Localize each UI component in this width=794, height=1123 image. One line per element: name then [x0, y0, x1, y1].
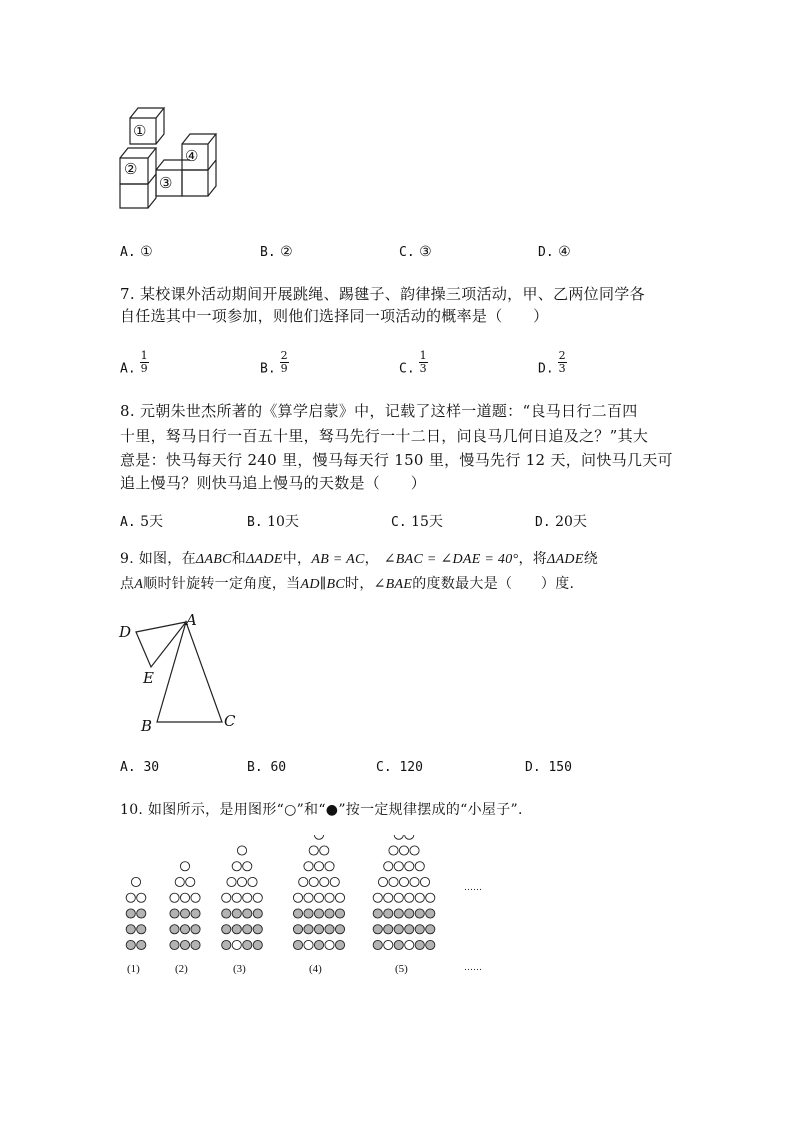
- hollow-circle: [304, 862, 313, 871]
- q10-house-pattern-figure: [110, 835, 510, 960]
- filled-circle: [325, 925, 334, 934]
- filled-circle: [137, 925, 146, 934]
- math-equation: AB = AC: [311, 552, 365, 567]
- point-label-d: D: [119, 623, 132, 641]
- hollow-circle: [389, 877, 398, 886]
- filled-circle: [191, 925, 200, 934]
- filled-circle: [405, 909, 414, 918]
- hollow-circle: [325, 940, 334, 949]
- hollow-circle: [325, 893, 334, 902]
- math-equation: ∠BAC = ∠DAE = 40°: [383, 552, 519, 567]
- option-text: 30: [143, 760, 160, 775]
- option-label: B.: [260, 361, 276, 377]
- q6-option-c[interactable]: [399, 244, 432, 260]
- stem-text: 和: [231, 551, 247, 567]
- filled-circle: [191, 909, 200, 918]
- filled-circle: [405, 925, 414, 934]
- filled-circle: [426, 909, 435, 918]
- stem-text: 的度数最大是（ ）度.: [412, 576, 575, 592]
- filled-circle: [335, 909, 344, 918]
- stem-text: 9. 如图，在: [120, 551, 196, 567]
- option-label: A.: [120, 361, 136, 377]
- option-text: ②: [280, 244, 293, 260]
- fraction: [558, 350, 567, 375]
- q6-option-d[interactable]: [538, 244, 571, 260]
- fraction-denominator: 3: [419, 362, 427, 375]
- option-text: ④: [558, 244, 571, 260]
- filled-circle: [314, 909, 323, 918]
- filled-circle: [126, 925, 135, 934]
- hollow-circle: [314, 893, 323, 902]
- hollow-circle: [248, 877, 257, 886]
- option-text: 15天: [411, 514, 443, 530]
- fraction-numerator: 2: [280, 349, 288, 362]
- filled-circle: [137, 909, 146, 918]
- filled-circle: [222, 940, 231, 949]
- hollow-circle: [389, 846, 398, 855]
- filled-circle: [314, 940, 323, 949]
- filled-circle: [243, 925, 252, 934]
- hollow-circle: [232, 893, 241, 902]
- q9-option-c[interactable]: [376, 760, 423, 775]
- fraction: [419, 350, 428, 375]
- hollow-circle: [309, 877, 318, 886]
- fraction-numerator: 1: [140, 349, 148, 362]
- filled-circle: [191, 940, 200, 949]
- hollow-circle: [175, 877, 184, 886]
- filled-circle: [335, 940, 344, 949]
- fraction-denominator: 9: [140, 362, 148, 375]
- filled-circle: [170, 925, 179, 934]
- q6-option-b[interactable]: [260, 244, 293, 260]
- hollow-circle: [314, 862, 323, 871]
- filled-circle: [232, 925, 241, 934]
- hollow-circle: [320, 877, 329, 886]
- sequence-ellipsis-bottom: ……: [464, 962, 482, 972]
- option-label: B.: [247, 760, 263, 775]
- cube-label-4: ④: [185, 147, 199, 165]
- point-label-c: C: [224, 712, 236, 730]
- fraction-numerator: 2: [558, 349, 566, 362]
- q7-stem-line-1: 7. 某校课外活动期间开展跳绳、踢毽子、韵律操三项活动，甲、乙两位同学各: [120, 285, 645, 303]
- filled-circle: [222, 925, 231, 934]
- q7-option-d[interactable]: [538, 349, 567, 381]
- math-triangle: ΔADE: [246, 552, 283, 567]
- filled-circle: [426, 940, 435, 949]
- option-label: A.: [120, 760, 136, 775]
- fraction-denominator: 3: [558, 362, 566, 375]
- point-label-a: A: [186, 611, 197, 629]
- hollow-circle: [384, 862, 393, 871]
- fraction-denominator: 9: [280, 362, 288, 375]
- hollow-circle: [399, 846, 408, 855]
- option-label: D.: [525, 760, 541, 775]
- filled-circle: [415, 925, 424, 934]
- math-triangle: ΔABC: [195, 552, 232, 567]
- filled-circle: [373, 909, 382, 918]
- hollow-circle: [232, 862, 241, 871]
- filled-circle: [304, 925, 313, 934]
- hollow-circle: [394, 893, 403, 902]
- option-label: C.: [399, 245, 415, 260]
- option-label: B.: [260, 245, 276, 260]
- q10-stem: 10. 如图所示，是用图形“○”和“●”按一定规律摆成的“小屋子”.: [120, 802, 523, 818]
- q7-option-a[interactable]: [120, 349, 149, 381]
- hollow-circle: [314, 835, 323, 839]
- hollow-circle: [222, 893, 231, 902]
- q8-option-c[interactable]: [391, 511, 443, 531]
- sequence-ellipsis-top: ……: [464, 882, 482, 892]
- hollow-circle: [237, 877, 246, 886]
- option-label: C.: [399, 361, 415, 377]
- option-text: 60: [270, 760, 287, 775]
- filled-circle: [394, 909, 403, 918]
- fraction: [280, 350, 289, 375]
- option-label: A.: [120, 515, 136, 530]
- cube-label-1: ①: [133, 122, 147, 140]
- hollow-circle: [293, 893, 302, 902]
- option-label: C.: [376, 760, 392, 775]
- hollow-circle: [299, 877, 308, 886]
- filled-circle: [426, 925, 435, 934]
- filled-circle: [253, 909, 262, 918]
- option-label: B.: [247, 515, 263, 530]
- hollow-circle: [410, 846, 419, 855]
- hollow-circle: [304, 893, 313, 902]
- q9-stem-line-1: [120, 548, 598, 568]
- stem-text: 顺时针旋转一定角度，当: [143, 576, 301, 592]
- hollow-circle: [335, 893, 344, 902]
- filled-circle: [180, 940, 189, 949]
- q9-option-a[interactable]: [120, 760, 159, 775]
- figure-caption-2: (2): [175, 963, 188, 975]
- hollow-circle: [180, 893, 189, 902]
- hollow-circle: [180, 862, 189, 871]
- q7-option-b[interactable]: [260, 349, 289, 381]
- filled-circle: [304, 909, 313, 918]
- hollow-circle: [378, 877, 387, 886]
- point-label-b: B: [141, 717, 153, 735]
- option-text: 120: [399, 760, 423, 775]
- q8-stem-line-4: 追上慢马？则快马追上慢马的天数是（ ）: [120, 474, 427, 492]
- q8-option-b[interactable]: [247, 511, 299, 531]
- hollow-circle: [405, 893, 414, 902]
- stem-text: ，将: [518, 551, 548, 567]
- q8-stem-line-2: 十里，驽马日行一百五十里，驽马先行一十二日，问良马几何日追及之？”其大: [120, 427, 649, 445]
- point-label-e: E: [143, 669, 154, 687]
- hollow-circle: [384, 940, 393, 949]
- figure-caption-1: (1): [127, 963, 140, 975]
- option-label: A.: [120, 245, 136, 260]
- fraction: [140, 350, 149, 375]
- math-parallel: AD∥BC: [300, 577, 346, 592]
- filled-circle: [253, 925, 262, 934]
- hollow-circle: [415, 862, 424, 871]
- math-angle: ∠BAE: [373, 577, 413, 592]
- option-text: ①: [140, 244, 153, 260]
- hollow-circle: [243, 893, 252, 902]
- filled-circle: [293, 909, 302, 918]
- hollow-circle: [320, 846, 329, 855]
- q6-cube-figure: [110, 100, 230, 215]
- hollow-circle: [325, 862, 334, 871]
- filled-circle: [137, 940, 146, 949]
- hollow-circle: [227, 877, 236, 886]
- filled-circle: [243, 940, 252, 949]
- option-label: D.: [535, 515, 551, 530]
- q7-option-c[interactable]: [399, 349, 428, 381]
- filled-circle: [384, 925, 393, 934]
- hollow-circle: [137, 893, 146, 902]
- hollow-circle: [330, 877, 339, 886]
- q9-option-d[interactable]: [525, 760, 572, 775]
- hollow-circle: [420, 877, 429, 886]
- fraction-numerator: 1: [419, 349, 427, 362]
- hollow-circle: [309, 846, 318, 855]
- hollow-circle: [191, 893, 200, 902]
- filled-circle: [293, 925, 302, 934]
- hollow-circle: [394, 835, 403, 839]
- stem-text: 中，: [282, 551, 312, 567]
- stem-text: ，: [364, 551, 379, 567]
- math-point: A: [134, 577, 144, 592]
- filled-circle: [415, 940, 424, 949]
- filled-circle: [335, 925, 344, 934]
- hollow-circle: [394, 862, 403, 871]
- filled-circle: [170, 909, 179, 918]
- hollow-circle: [399, 877, 408, 886]
- filled-circle: [373, 940, 382, 949]
- filled-circle: [373, 925, 382, 934]
- cube-label-2: ②: [124, 160, 138, 178]
- hollow-circle: [405, 940, 414, 949]
- option-label: D.: [538, 245, 554, 260]
- cube-label-3: ③: [159, 174, 173, 192]
- hollow-circle: [170, 893, 179, 902]
- q9-option-b[interactable]: [247, 760, 286, 775]
- q9-stem-line-2: [120, 573, 574, 593]
- filled-circle: [126, 909, 135, 918]
- figure-caption-3: (3): [233, 963, 246, 975]
- hollow-circle: [304, 940, 313, 949]
- figure-caption-4: (4): [309, 963, 322, 975]
- q8-stem-line-1: 8. 元朝朱世杰所著的《算学启蒙》中，记载了这样一道题：“良马日行二百四: [120, 402, 638, 420]
- hollow-circle: [405, 862, 414, 871]
- hollow-circle: [415, 893, 424, 902]
- math-triangle: ΔADE: [547, 552, 584, 567]
- option-label: D.: [538, 361, 554, 377]
- option-text: ③: [419, 244, 432, 260]
- filled-circle: [243, 909, 252, 918]
- figure-caption-5: (5): [395, 963, 408, 975]
- q7-stem-line-2: 自任选其中一项参加，则他们选择同一项活动的概率是（ ）: [120, 307, 549, 325]
- filled-circle: [325, 909, 334, 918]
- filled-circle: [293, 940, 302, 949]
- filled-circle: [253, 940, 262, 949]
- q8-option-a[interactable]: [120, 511, 163, 531]
- hollow-circle: [410, 877, 419, 886]
- hollow-circle: [131, 877, 140, 886]
- q6-option-a[interactable]: [120, 244, 153, 260]
- filled-circle: [170, 940, 179, 949]
- option-text: 150: [548, 760, 572, 775]
- filled-circle: [126, 940, 135, 949]
- hollow-circle: [237, 846, 246, 855]
- option-label: C.: [391, 515, 407, 530]
- hollow-circle: [243, 862, 252, 871]
- filled-circle: [180, 925, 189, 934]
- filled-circle: [394, 940, 403, 949]
- hollow-circle: [373, 893, 382, 902]
- stem-text: 点: [120, 576, 135, 592]
- stem-text: 时，: [345, 576, 374, 592]
- filled-circle: [384, 909, 393, 918]
- filled-circle: [180, 909, 189, 918]
- q8-stem-line-3: 意是：快马每天行 240 里，慢马每天行 150 里，慢马先行 12 天，问快马几天可: [120, 451, 673, 469]
- hollow-circle: [384, 893, 393, 902]
- option-text: 10天: [267, 514, 299, 530]
- filled-circle: [222, 909, 231, 918]
- hollow-circle: [426, 893, 435, 902]
- option-text: 5天: [140, 514, 164, 530]
- hollow-circle: [126, 893, 135, 902]
- filled-circle: [232, 909, 241, 918]
- hollow-circle: [186, 877, 195, 886]
- option-text: 20天: [555, 514, 587, 530]
- filled-circle: [394, 925, 403, 934]
- hollow-circle: [405, 835, 414, 839]
- filled-circle: [314, 925, 323, 934]
- q8-option-d[interactable]: [535, 511, 587, 531]
- hollow-circle: [232, 940, 241, 949]
- stem-text: 绕: [583, 551, 598, 567]
- hollow-circle: [253, 893, 262, 902]
- filled-circle: [415, 909, 424, 918]
